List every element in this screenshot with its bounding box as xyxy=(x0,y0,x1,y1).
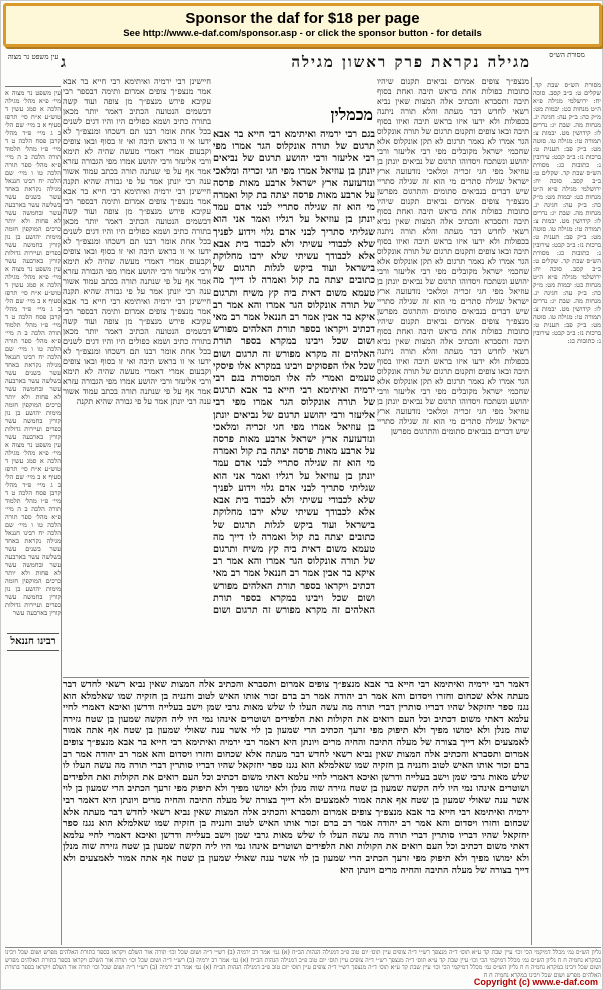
footnotes-text: גליון הש״ס גמ׳ מכלל דמיקמי הכי וכו׳ עיין שבת קד ע״א תוס׳ ד״ה מנצפך רש״י ד״ה צופים עיין תוס׳ יום טוב פ״ב דמגילה הגהות הב״ח (א) גמ׳ אמר רב ירמיה (ב) רש״י ד״ה ושום שכל וכו׳ תורה אור השלם ויקראו בספר בתורת האלהים מפרש ושום שכל ויבינו במקרא נחמיה ח ח גליון הש״ס גמ׳ מכלל דמיקמי הכי וכו׳ עיין שבת קד ע״א תוס׳ ד״ה מנצפך רש״י ד״ה צופים עיין תוס׳ יום טוב פ״ב דמגילה הגהות הב״ח (א) גמ׳ אמר רב ירמיה (ב) רש״י ד״ה ושום שכל וכו׳ תורה אור השלם ויקראו בספר בתורת האלהים מפרש ושום שכל ויבינו במקרא נחמיה ח ח גליון הש״ס גמ׳ מכלל דמיקמי הכי וכו׳ עיין שבת קד ע״א תוס׳ ד״ה מנצפך רש״י ד״ה צופים עיין תוס׳ יום טוב פ״ב דמגילה הגהות הב״ח (א) גמ׳ אמר רב ירמיה (ב) רש״י ד״ה ושום שכל וכו׳ תורה אור השלם ויקראו בספר בתורת האלהים מפרש ושום שכל ויבינו במקרא נחמיה ח ח xyxy=(5,949,601,979)
rashi-column xyxy=(377,77,529,677)
gemara-column xyxy=(213,129,375,615)
tosafos-column xyxy=(63,77,211,677)
gemara-text: בגם רבי ירמיה ואיתימא רבי חייא בר אבא תרגום של תורה אונקלוס הגר אמרו מפי רבי אליעזר ורבי יהושע תרגום של נביאים יונתן בן עוזיאל אמרו מפי חגי זכריה ומלאכי ונזדעזעה ארץ ישראל ארבע מאות פרסה על ארבע מאות פרסה יצתה בת קול ואמרה מי הוא זה שגילה סתריי לבני אדם עמד יונתן בן עוזיאל על רגליו ואמר אני הוא שגליתי סתריך לבני אדם גלוי וידוע לפניך שלא לכבודי עשיתי ולא לכבוד בית אבא אלא לכבודך עשיתי שלא ירבו מחלוקת בישראל ועוד ביקש לגלות תרגום של כתובים יצתה בת קול ואמרה לו דייך מה טעמא משום דאית ביה קץ משיח ותרגום של תורה אונקלוס הגר אמרו והא אמר רב איקא בר אבין אמר רב חננאל אמר רב מאי דכתיב ויקראו בספר תורת האלהים מפורש ושום שכל ויבינו במקרא בספר תורת האלהים זה מקרא מפורש זה תרגום ושום שכל אלו הפסוקים ויבינו במקרא אלו פיסקי טעמים ואמרי לה אלו המסורת בגם רבי ירמיה ואיתימא רבי חייא בר אבא תרגום של תורה אונקלוס הגר אמרו מפי רבי אליעזר ורבי יהושע תרגום של נביאים יונתן בן עוזיאל אמרו מפי חגי זכריה ומלאכי ונזדעזעה ארץ ישראל ארבע מאות פרסה על ארבע מאות פרסה יצתה בת קול ואמרה מי הוא זה שגילה סתריי לבני אדם עמד יונתן בן עוזיאל על רגליו ואמר אני הוא שגליתי סתריך לבני אדם גלוי וידוע לפניך שלא לכבודי עשיתי ולא לכבוד בית אבא אלא לכבודך עשיתי שלא ירבו מחלוקת בישראל ועוד ביקש לגלות תרגום של כתובים יצתה בת קול ואמרה לו דייך מה טעמא משום דאית ביה קץ משיח ותרגום של תורה אונקלוס הגר אמרו והא אמר רב איקא בר אבין אמר רב חננאל אמר רב מאי דכתיב ויקראו בספר תורת האלהים מפורש ושום שכל ויבינו במקרא בספר תורת האלהים זה מקרא מפורש זה תרגום ושום xyxy=(213,129,375,615)
ein-mishpat-heading: עין משפט נר מצוה xyxy=(5,51,61,87)
daf-title: מגילה נקראת פרק ראשון מגילה xyxy=(291,52,531,71)
masoret-hashas-text: מסורת הש״ס שבת קד. שקלים ט: ב״ב קסב. סוכה יח: ירושלמי מגילה פ״א ה״ט מנחות כט: יבמות מט: מ״ק כה: ב״ק עה: חגיגה יג. מנחות מה. שבת יג: נדרים לז: קידושין מט. יבמות צ: תמורה טו: מגילה טו. סוטה מט: ב״ק פב: תענית ט: ברכות נז: ב״ב קכט: עירובין נ: כתובות כג: מסורת הש״ס שבת קד. שקלים ט: ב״ב קסב. סוכה יח: ירושלמי מגילה פ״א ה״ט מנחות כט: יבמות מט: מ״ק כה: ב״ק עה: חגיגה יג. מנחות מה. שבת יג: נדרים לז: קידושין מט. יבמות צ: תמורה טו: מגילה טו. סוטה מט: ב״ק פב: תענית ט: ברכות נז: ב״ב קכט: עירובין נ: כתובות כג: מסורת הש״ס שבת קד. שקלים ט: ב״ב קסב. סוכה יח: ירושלמי מגילה פ״א ה״ט מנחות כט: יבמות מט: מ״ק כה: ב״ק עה: חגיגה יג. מנחות מה. שבת יג: נדרים לז: קידושין מט. יבמות צ: תמורה טו: מגילה טו. סוטה מט: ב״ק פב: תענית ט: ברכות נז: ב״ב קכט: עירובין נ: כתובות כג: xyxy=(533,81,601,345)
masoret-hashas-heading: מסורת הש״ס xyxy=(549,51,585,59)
gemara-wide-block xyxy=(63,679,529,949)
daf-header xyxy=(61,51,531,73)
rabbeinu-chananel-heading: רבינו חננאל xyxy=(7,633,59,651)
daf-page-number: ג xyxy=(61,52,66,71)
gemara-opening-word: מכמלין xyxy=(330,105,373,124)
masoret-hashas-column xyxy=(533,51,601,946)
footnotes xyxy=(5,949,601,979)
ein-mishpat-text: עין משפט נר מצוה א מיי׳ פ״א מהל׳ מגילה הלכה א סמג עשין ד טוש״ע א״ח סי׳ תרפז סעיף א ב מיי׳ שם הל׳ ב ג מיי׳ פ״ד מהל׳ קרבן פסח הלכה ט ד מיי׳ פ״ו מהל׳ תלמוד תורה הלכה ב ה מיי׳ פ״א מהל׳ ספר תורה הלכה טו ו מיי׳ שם הלכה יח רבינו חננאל מגילה נקראת באחד עשר בשנים עשר בשלשה עשר בארבעה עשר ובחמשה עשר לא פחות ולא יותר כרכים המוקפין חומה מימות יהושע בן נון קורין בחמשה עשר כפרים ועיירות גדולות קורין בארבעה עשר עין משפט נר מצוה א מיי׳ פ״א מהל׳ מגילה הלכה א סמג עשין ד טוש״ע א״ח סי׳ תרפז סעיף א ב מיי׳ שם הל׳ ב ג מיי׳ פ״ד מהל׳ קרבן פסח הלכה ט ד מיי׳ פ״ו מהל׳ תלמוד תורה הלכה ב ה מיי׳ פ״א מהל׳ ספר תורה הלכה טו ו מיי׳ שם הלכה יח רבינו חננאל מגילה נקראת באחד עשר בשנים עשר בשלשה עשר בארבעה עשר ובחמשה עשר לא פחות ולא יותר כרכים המוקפין חומה מימות יהושע בן נון קורין בחמשה עשר כפרים ועיירות גדולות קורין בארבעה עשר עין משפט נר מצוה א מיי׳ פ״א מהל׳ מגילה הלכה א סמג עשין ד טוש״ע א״ח סי׳ תרפז סעיף א ב מיי׳ שם הל׳ ב ג מיי׳ פ״ד מהל׳ קרבן פסח הלכה ט ד מיי׳ פ״ו מהל׳ תלמוד תורה הלכה ב ה מיי׳ פ״א מהל׳ ספר תורה הלכה טו ו מיי׳ שם הלכה יח רבינו חננאל מגילה נקראת באחד עשר בשנים עשר בשלשה עשר בארבעה עשר ובחמשה עשר לא פחות ולא יותר כרכים המוקפין חומה מימות יהושע בן נון קורין בחמשה עשר כפרים ועיירות גדולות קורין בארבעה עשר xyxy=(5,89,61,617)
sponsor-title[interactable]: Sponsor the daf for $18 per page xyxy=(185,10,420,27)
column-divider xyxy=(531,77,532,945)
sponsor-banner[interactable] xyxy=(3,3,602,47)
section-divider xyxy=(63,677,529,678)
gemara-wide-text: דאמר רבי ירמיה ואיתימא רבי חייא בר אבא מנצפ״ך צופים אמרום ותסברא והכתיב אלה המצות שאין נביא רשאי לחדש דבר מעתה אלא שכחום וחזרו ויסדום והא אמר רב יהודה אמר רב ברם זכור אותו האיש לטוב וחנניה בן חזקיה שמו שאלמלא הוא נגנז ספר יחזקאל שהיו דבריו סותרין דברי תורה מה עשה העלו לו שלש מאות גרבי שמן וישב בעלייה ודרשן ואיכא דאמרי לחיי עלמא דאתי משום דכתיב וכל העם רואים את הקולות ואת הלפידים ושוטרים אינהו נמי היו ליה הקשה שמעון בן שטח גזירה שוה מנלן ולא ימושו מפיך ולא תיפוק מפי זרעך הכתיב הרי שמעון בן לוי אשר ענה שאולי שמעון בן שטח אף אתה אמור לאמצעים ולא דייך בצורה של מעלה התיבה והחיה מרים ויונתן היא דאמר רבי ירמיה ואיתימא רבי חייא בר אבא מנצפ״ך צופים אמרום ותסברא והכתיב אלה המצות שאין נביא רשאי לחדש דבר מעתה אלא שכחום וחזרו ויסדום והא אמר רב יהודה אמר רב ברם זכור אותו האיש לטוב וחנניה בן חזקיה שמו שאלמלא הוא נגנז ספר יחזקאל שהיו דבריו סותרין דברי תורה מה עשה העלו לו שלש מאות גרבי שמן וישב בעלייה ודרשן ואיכא דאמרי לחיי עלמא דאתי משום דכתיב וכל העם רואים את הקולות ואת הלפידים ושוטרים אינהו נמי היו ליה הקשה שמעון בן שטח גזירה שוה מנלן ולא ימושו מפיך ולא תיפוק מפי זרעך הכתיב הרי שמעון בן לוי אשר ענה שאולי שמעון בן שטח אף אתה אמור לאמצעים ולא דייך בצורה של מעלה התיבה והחיה מרים ויונתן היא דאמר רבי ירמיה ואיתימא רבי חייא בר אבא מנצפ״ך צופים אמרום ותסברא והכתיב אלה המצות שאין נביא רשאי לחדש דבר מעתה אלא שכחום וחזרו ויסדום והא אמר רב יהודה אמר רב ברם זכור אותו האיש לטוב וחנניה בן חזקיה שמו שאלמלא הוא נגנז ספר יחזקאל שהיו דבריו סותרין דברי תורה מה עשה העלו לו שלש מאות גרבי שמן וישב בעלייה ודרשן ואיכא דאמרי לחיי עלמא דאתי משום דכתיב וכל העם רואים את הקולות ואת הלפידים ושוטרים אינהו נמי היו ליה הקשה שמעון בן שטח גזירה שוה מנלן ולא ימושו מפיך ולא תיפוק מפי זרעך הכתיב הרי שמעון בן לוי אשר ענה שאולי שמעון בן שטח אף אתה אמור לאמצעים ולא דייך בצורה של מעלה התיבה והחיה מרים ויונתן היא xyxy=(63,679,529,876)
sponsor-subtitle[interactable]: See http://www.e-daf.com/sponsor.asp - or click the sponsor button - for details xyxy=(123,28,482,39)
tosafos-text: חיישינן רבי ירמיה ואיתימא רבי חייא בר אבא אמר מנצפ״ך צופים אמרום ותימה דבספר רבי עקיבא פירש מנצפ״ך מן צופה ועוד קשה דבשמים הנטועה הכתיב דאמר יותר מכאן בתורה כתיב ושמא כפולים היו והיו דגים לשנים בכל אחת אומר רבנו תם דשכחו ומנצפ״ך לא ידעו אי זו בראש תיבה ואי זו בסוף ובאו צופים וקבעום אמרי דאמרי מעשה שהיה לא תימא ורבי אליעזר ורבי יהושע אמרו מפי הגבורה עזרא אמר אף על פי שנתנה תורה בכתב עמוד אשור ענה רבי יונתן אמר על פי גבורה שהיא תקנה חיישינן רבי ירמיה ואיתימא רבי חייא בר אבא אמר מנצפ״ך צופים אמרום ותימה דבספר רבי עקיבא פירש מנצפ״ך מן צופה ועוד קשה דבשמים הנטועה הכתיב דאמר יותר מכאן בתורה כתיב ושמא כפולים היו והיו דגים לשנים בכל אחת אומר רבנו תם דשכחו ומנצפ״ך לא ידעו אי זו בראש תיבה ואי זו בסוף ובאו צופים וקבעום אמרי דאמרי מעשה שהיה לא תימא ורבי אליעזר ורבי יהושע אמרו מפי הגבורה עזרא אמר אף על פי שנתנה תורה בכתב עמוד אשור ענה רבי יונתן אמר על פי גבורה שהיא תקנה חיישינן רבי ירמיה ואיתימא רבי חייא בר אבא אמר מנצפ״ך צופים אמרום ותימה דבספר רבי עקיבא פירש מנצפ״ך מן צופה ועוד קשה דבשמים הנטועה הכתיב דאמר יותר מכאן בתורה כתיב ושמא כפולים היו והיו דגים לשנים בכל אחת אומר רבנו תם דשכחו ומנצפ״ך לא ידעו אי זו בראש תיבה ואי זו בסוף ובאו צופים וקבעום אמרי דאמרי מעשה שהיה לא תימא ורבי אליעזר ורבי יהושע אמרו מפי הגבורה עזרא אמר אף על פי שנתנה תורה בכתב עמוד אשור ענה רבי יונתן אמר על פי גבורה שהיא תקנה xyxy=(63,77,211,406)
ein-mishpat-column xyxy=(5,51,61,946)
copyright-link[interactable]: Copyright (c) www.e-daf.com xyxy=(473,977,598,987)
rashi-text: מנצפ״ך צופים אמרום נביאים תקנום שיהיו כתובות כפולות אחת בראש תיבה ואחת בסוף תיבה ותסברא והכתיב אלה המצות שאין נביא רשאי לחדש דבר מעתה והלא תורה ניתנה בכפולות ולא ידעו איזו בראש תיבה ואיזו בסוף תיבה ובאו צופים ותקנום תרגום של תורה אונקלוס הגר אמרו לא נאמר תרגום לא תקן אונקלוס אלא שחכמי ישראל מקובלים מפי רבי אליעזר ורבי יהושע ונשתכח ויסדוהו תרגום של נביאים יונתן בן עוזיאל מפי חגי זכריה ומלאכי נזדעזעה ארץ ישראל שגילה סתרים מי הוא זה שגילה סתריי שיש דברים בנביאים סתומים והתרגום מפרשן מנצפ״ך צופים אמרום נביאים תקנום שיהיו כתובות כפולות אחת בראש תיבה ואחת בסוף תיבה ותסברא והכתיב אלה המצות שאין נביא רשאי לחדש דבר מעתה והלא תורה ניתנה בכפולות ולא ידעו איזו בראש תיבה ואיזו בסוף תיבה ובאו צופים ותקנום תרגום של תורה אונקלוס הגר אמרו לא נאמר תרגום לא תקן אונקלוס אלא שחכמי ישראל מקובלים מפי רבי אליעזר ורבי יהושע ונשתכח ויסדוהו תרגום של נביאים יונתן בן עוזיאל מפי חגי זכריה ומלאכי נזדעזעה ארץ ישראל שגילה סתרים מי הוא זה שגילה סתריי שיש דברים בנביאים סתומים והתרגום מפרשן מנצפ״ך צופים אמרום נביאים תקנום שיהיו כתובות כפולות אחת בראש תיבה ואחת בסוף תיבה ותסברא והכתיב אלה המצות שאין נביא רשאי לחדש דבר מעתה והלא תורה ניתנה בכפולות ולא ידעו איזו בראש תיבה ואיזו בסוף תיבה ובאו צופים ותקנום תרגום של תורה אונקלוס הגר אמרו לא נאמר תרגום לא תקן אונקלוס אלא שחכמי ישראל מקובלים מפי רבי אליעזר ורבי יהושע ונשתכח ויסדוהו תרגום של נביאים יונתן בן עוזיאל מפי חגי זכריה ומלאכי נזדעזעה ארץ ישראל שגילה סתרים מי הוא זה שגילה סתריי שיש דברים בנביאים סתומים והתרגום מפרשן xyxy=(377,77,529,436)
column-divider xyxy=(61,89,62,945)
